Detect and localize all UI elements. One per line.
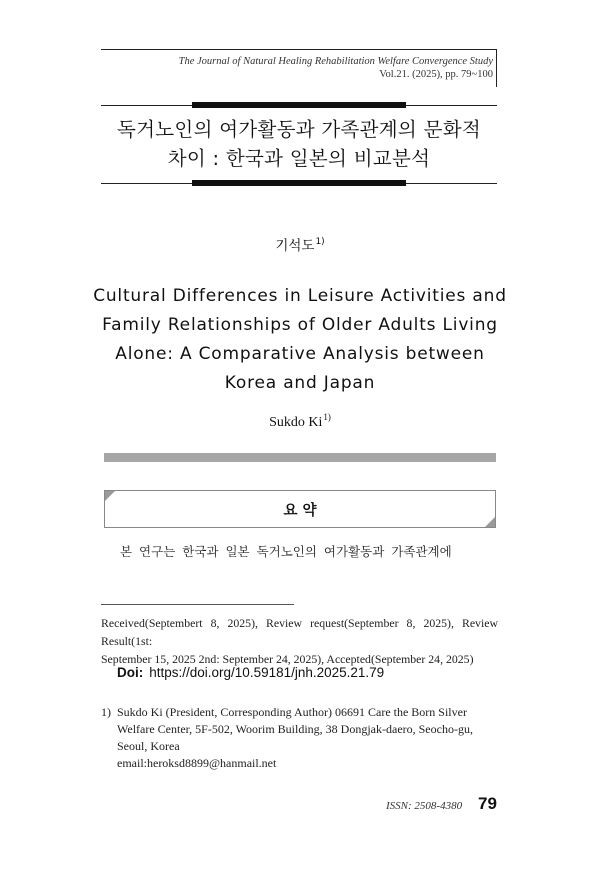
title-english-line-2: Family Relationships of Older Adults Living [102,315,498,335]
author-english-footnote-mark[interactable]: 1) [323,412,331,422]
footnote-separator [101,604,294,605]
journal-name: The Journal of Natural Healing Rehabilitation Welfare Convergence Study [178,56,493,67]
footnote-line-3: Seoul, Korea [117,739,180,753]
title-english-line-1: Cultural Differences in Leisure Activities and [93,286,507,306]
author-korean [0,234,600,254]
title-korean-line-2: 차이 : 한국과 일본의 비교분석 [167,147,431,170]
title-english [70,282,530,398]
author-korean-footnote-mark[interactable]: 1) [315,237,325,247]
section-divider-bar [104,453,496,462]
author-english [0,412,600,431]
issn: ISSN: 2508-4380 [386,800,463,812]
title-korean [101,115,497,173]
doi-link[interactable]: https://doi.org/10.59181/jnh.2025.21.79 [149,665,385,680]
received-line-1: Received(Septembert 8, 2025), Review request(September 8, 2025), Review Result(1st: [101,616,498,648]
author-footnote [101,704,498,772]
journal-header-frame [101,49,497,87]
author-korean-name: 기석도 [275,238,315,254]
page-number: 79 [478,794,497,813]
footnote-line-1: Sukdo Ki (President, Corresponding Author) 06691 Care the Born Silver [117,705,467,719]
abstract-heading: 요 약 [283,503,317,519]
title-english-line-3: Alone: A Comparative Analysis between [115,344,485,364]
title-korean-line-1: 독거노인의 여가활동과 가족관계의 문화적 [117,118,481,141]
author-english-name: Sukdo Ki [269,415,323,430]
abstract-text: 본 연구는 한국과 일본 독거노인의 여가활동과 가족관계에 [120,544,452,559]
footnote-email[interactable]: email:heroksd8899@hanmail.net [117,756,277,770]
received-line-2: September 15, 2025 2nd: September 24, 2025), Accepted(September 24, 2025) [101,652,474,666]
journal-volume: Vol.21. (2025), pp. 79~100 [379,69,493,80]
footnote-number: 1) [101,705,111,719]
title-english-line-4: Korea and Japan [224,373,376,393]
doi-label: Doi: [117,665,144,680]
received-dates [101,614,498,668]
doi [117,665,384,680]
title-rule-top-thick [192,102,406,108]
title-rule-bottom-thick [192,180,406,186]
footnote-line-2: Welfare Center, 5F-502, Woorim Building, 38 Dongjak-daero, Seocho-gu, [117,722,473,736]
